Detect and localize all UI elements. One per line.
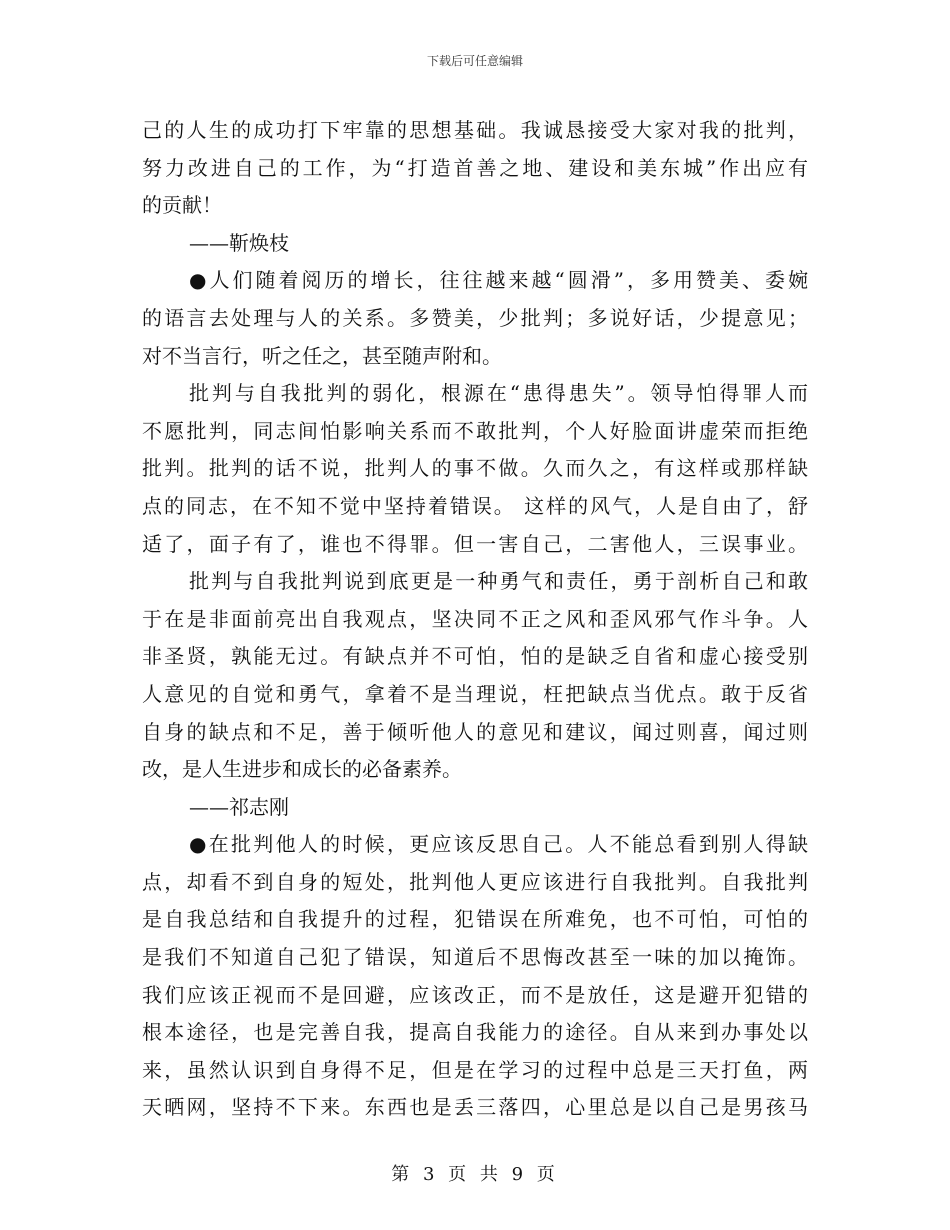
text-line: 来，虽然认识到自身得不足，但是在学习的过程中总是三天打鱼，两	[142, 1057, 808, 1082]
text-line: 天晒网，坚持不下来。东西也是丢三落四，心里总是以自己是男孩马	[142, 1095, 808, 1120]
text-line: 自身的缺点和不足，善于倾听他人的意见和建议，闻过则喜，闻过则	[142, 719, 808, 744]
text-line: 是我们不知道自己犯了错误，知道后不思悔改甚至一味的加以掩饰。	[142, 945, 808, 970]
text-line: ●人们随着阅历的增长，往往越来越“圆滑”，多用赞美、委婉	[189, 268, 808, 293]
text-line: ●在批判他人的时候，更应该反思自己。人不能总看到别人得缺	[189, 832, 808, 857]
text-line: 点的同志，在不知不觉中坚持着错误。 这样的风气，人是自由了，舒	[142, 493, 808, 518]
text-line: 是自我总结和自我提升的过程，犯错误在所难免，也不可怕，可怕的	[142, 907, 808, 932]
text-line: 人意见的自觉和勇气，拿着不是当理说，枉把缺点当优点。敢于反省	[142, 681, 808, 706]
text-line: 己的人生的成功打下牢靠的思想基础。我诚恳接受大家对我的批判，	[142, 118, 808, 142]
document-body	[142, 112, 808, 1127]
text-line: 改，是人生进步和成长的必备素养。	[142, 757, 462, 782]
text-line: 根本途径，也是完善自我，提高自我能力的途径。自从来到办事处以	[142, 1020, 808, 1045]
text-line: 我们应该正视而不是回避，应该改正，而不是放任，这是避开犯错的	[142, 982, 808, 1007]
text-line: 批判与自我批判说到底更是一种勇气和责任，勇于剖析自己和敢	[189, 569, 808, 594]
text-line: 批判与自我批判的弱化，根源在“患得患失”。领导怕得罪人而	[189, 381, 808, 406]
text-line: 的贡献！	[142, 193, 222, 218]
text-line: 对不当言行，听之任之，甚至随声附和。	[142, 343, 502, 368]
signature-line: ——祁志刚	[189, 794, 289, 819]
text-line: 努力改进自己的工作，为“打造首善之地、建设和美东城”作出应有	[142, 155, 808, 180]
page-footer: 第 3 页 共 9 页	[391, 1164, 559, 1185]
text-line: 于在是非面前亮出自我观点，坚决同不正之风和歪风邪气作斗争。人	[142, 606, 808, 631]
text-line: 不愿批判，同志间怕影响关系而不敢批判，个人好脸面讲虚荣而拒绝	[142, 418, 808, 443]
text-line: 点，却看不到自身的短处，批判他人更应该进行自我批判。自我批判	[142, 869, 808, 894]
page-header: 下载后可任意编辑	[426, 54, 523, 68]
signature-line: ——靳焕枝	[189, 230, 289, 255]
text-line: 批判。批判的话不说，批判人的事不做。久而久之，有这样或那样缺	[142, 456, 808, 481]
text-line: 适了，面子有了，谁也不得罪。但一害自己，二害他人，三误事业。	[142, 531, 808, 556]
text-line: 的语言去处理与人的关系。多赞美，少批判；多说好话，少提意见；	[142, 305, 808, 330]
text-line: 非圣贤，孰能无过。有缺点并不可怕，怕的是缺乏自省和虚心接受别	[142, 644, 808, 669]
